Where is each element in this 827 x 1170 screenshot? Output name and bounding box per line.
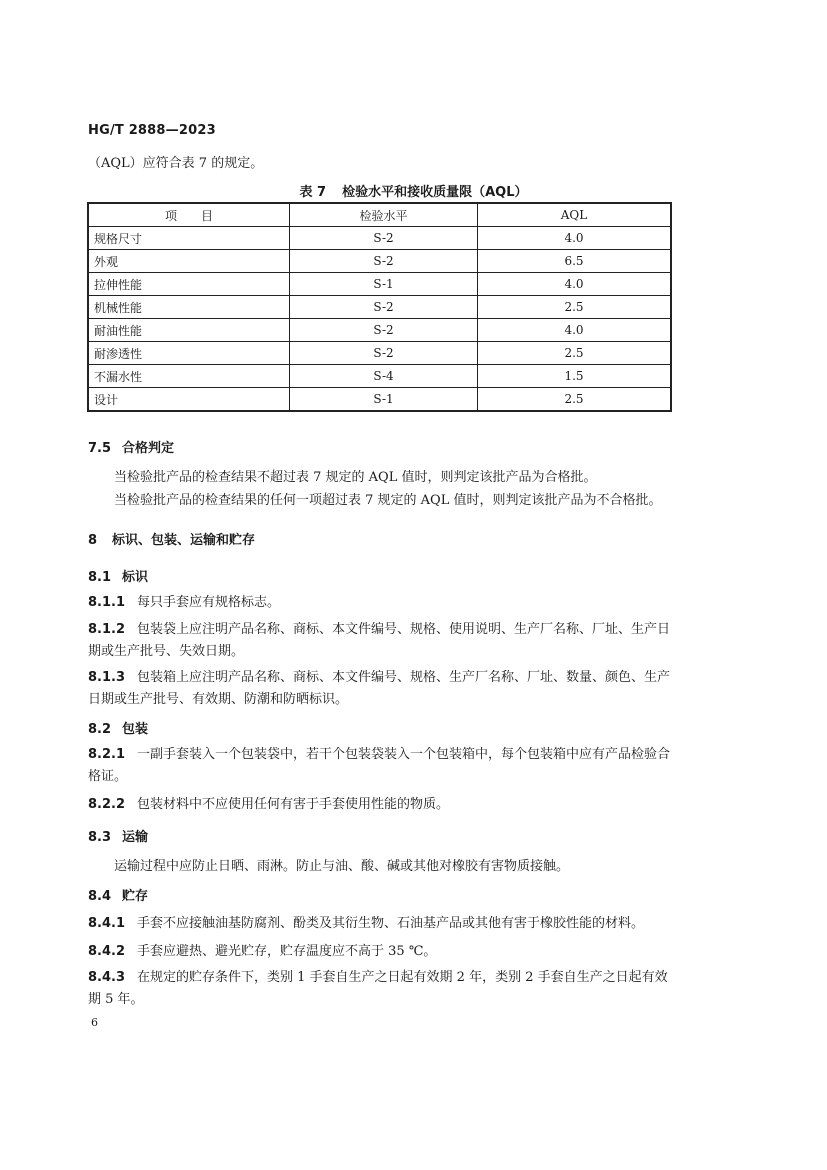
section-title: 标识、包装、运输和贮存	[112, 533, 256, 548]
clause-number: 8.1.2	[88, 622, 126, 637]
section-title: 运输	[122, 830, 149, 845]
table-number: 表 7	[299, 185, 327, 200]
clause-number: 8.1.1	[88, 595, 126, 610]
document-code: HG/T 2888—2023	[88, 123, 216, 138]
cell-level: S-2	[290, 250, 478, 273]
clause-8-1-3	[88, 667, 673, 711]
paragraph-8-3: 运输过程中应防止日晒、雨淋。防止与油、酸、碱或其他对橡胶有害物质接触。	[114, 859, 570, 874]
clause-text: 手套不应接触油基防腐剂、酚类及其衍生物、石油基产品或其他有害于橡胶性能的材料。	[137, 916, 645, 931]
cell-item: 设计	[88, 388, 290, 412]
clause-8-4-3	[88, 967, 673, 1011]
header-inspection-level: 检验水平	[290, 203, 478, 227]
table-row	[88, 342, 671, 365]
clause-number: 8.2.2	[88, 797, 126, 812]
cell-aql: 4.0	[478, 273, 672, 296]
clause-text: 包装材料中不应使用任何有害于手套使用性能的物质。	[137, 797, 450, 812]
clause-number: 8.2.1	[88, 747, 126, 762]
cell-aql: 2.5	[478, 296, 672, 319]
header-aql: AQL	[478, 203, 672, 227]
cell-item: 机械性能	[88, 296, 290, 319]
cell-level: S-1	[290, 273, 478, 296]
clause-8-2-1	[88, 744, 673, 788]
cell-level: S-2	[290, 227, 478, 250]
clause-text: 在规定的贮存条件下，类别 1 手套自生产之日起有效期 2 年，类别 2 手套自生产之日起有效期 5 年。	[88, 970, 668, 1007]
page-number: 6	[91, 1016, 98, 1029]
cell-item: 拉伸性能	[88, 273, 290, 296]
heading-8-2	[88, 718, 148, 737]
cell-level: S-2	[290, 319, 478, 342]
cell-aql: 2.5	[478, 342, 672, 365]
table-header-row	[88, 203, 671, 227]
table-row	[88, 296, 671, 319]
table-title: 检验水平和接收质量限（AQL）	[342, 185, 528, 200]
table-row	[88, 273, 671, 296]
clause-text: 每只手套应有规格标志。	[137, 595, 281, 610]
clause-8-1-2	[88, 619, 673, 663]
clause-8-2-2	[88, 794, 673, 816]
clause-text: 一副手套装入一个包装袋中，若干个包装袋装入一个包装箱中，每个包装箱中应有产品检验合格证。	[88, 747, 671, 784]
cell-aql: 6.5	[478, 250, 672, 273]
cell-level: S-2	[290, 342, 478, 365]
header-item: 项 目	[88, 203, 290, 227]
section-number: 8.1	[88, 570, 112, 585]
cell-aql: 2.5	[478, 388, 672, 412]
section-title: 标识	[122, 570, 149, 585]
clause-8-1-1	[88, 592, 673, 614]
section-number: 8.2	[88, 722, 112, 737]
table-row	[88, 388, 671, 412]
clause-number: 8.4.2	[88, 944, 126, 959]
cell-item: 耐油性能	[88, 319, 290, 342]
heading-8-4	[88, 885, 148, 904]
section-number: 8.4	[88, 889, 112, 904]
clause-number: 8.4.1	[88, 916, 126, 931]
section-number: 7.5	[88, 441, 112, 456]
heading-8	[88, 529, 255, 548]
section-number: 8	[88, 533, 98, 548]
clause-8-4-1	[88, 913, 673, 935]
clause-text: 包装箱上应注明产品名称、商标、本文件编号、规格、生产厂名称、厂址、数量、颜色、生产日期或生产批号、有效期、防潮和防晒标识。	[88, 670, 671, 707]
cell-item: 不漏水性	[88, 365, 290, 388]
heading-8-3	[88, 826, 148, 845]
table-row	[88, 365, 671, 388]
table-row	[88, 227, 671, 250]
cell-level: S-4	[290, 365, 478, 388]
heading-7-5	[88, 437, 174, 456]
cell-aql: 4.0	[478, 227, 672, 250]
clause-text: 手套应避热、避光贮存，贮存温度应不高于 35 ℃。	[137, 944, 437, 959]
intro-text: （AQL）应符合表 7 的规定。	[88, 156, 264, 171]
clause-number: 8.4.3	[88, 970, 126, 985]
clause-8-4-2	[88, 941, 673, 963]
clause-text: 包装袋上应注明产品名称、商标、本文件编号、规格、使用说明、生产厂名称、厂址、生产日期或生产批号、失效日期。	[88, 622, 671, 659]
table-caption	[0, 181, 827, 200]
cell-level: S-1	[290, 388, 478, 412]
table-row	[88, 250, 671, 273]
cell-item: 规格尺寸	[88, 227, 290, 250]
cell-item: 外观	[88, 250, 290, 273]
clause-number: 8.1.3	[88, 670, 126, 685]
cell-item: 耐渗透性	[88, 342, 290, 365]
table-row	[88, 319, 671, 342]
aql-table	[87, 202, 672, 412]
heading-8-1	[88, 566, 148, 585]
paragraph-7-5-1: 当检验批产品的检查结果不超过表 7 规定的 AQL 值时，则判定该批产品为合格批。	[114, 470, 597, 485]
section-title: 包装	[122, 722, 149, 737]
section-title: 合格判定	[122, 441, 175, 456]
cell-aql: 4.0	[478, 319, 672, 342]
cell-level: S-2	[290, 296, 478, 319]
section-number: 8.3	[88, 830, 112, 845]
cell-aql: 1.5	[478, 365, 672, 388]
section-title: 贮存	[122, 889, 149, 904]
paragraph-7-5-2: 当检验批产品的检查结果的任何一项超过表 7 规定的 AQL 值时，则判定该批产品为不合格批。	[114, 493, 662, 508]
